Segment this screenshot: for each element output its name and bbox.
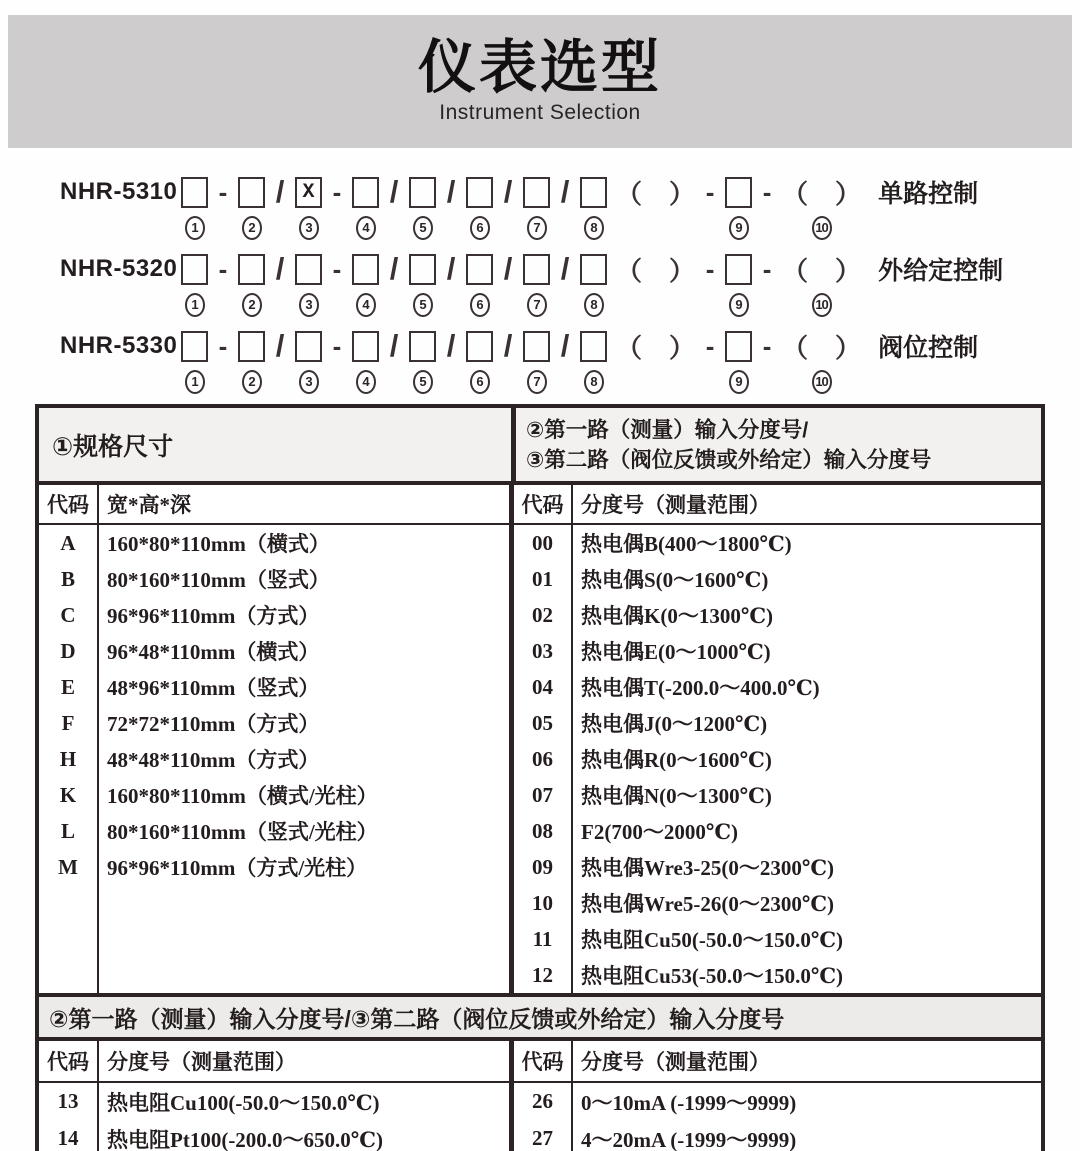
input-row-code: 01 [532, 566, 553, 591]
size-desc-column [97, 525, 509, 993]
position-circle-9: 9 [729, 293, 749, 317]
slash-separator: / [560, 251, 570, 286]
column-header-division: 分度号（测量范围） [571, 485, 1041, 523]
separator [559, 173, 571, 241]
code-slot-6 [466, 173, 493, 241]
position-circle-7: 7 [527, 370, 547, 394]
paren-group [616, 250, 695, 318]
column-header-code: 代码 [509, 1041, 571, 1081]
code-slot-2 [238, 173, 265, 241]
input-row-code: 02 [532, 602, 553, 627]
size-row-desc: 80*160*110mm（竖式/光柱） [107, 820, 378, 844]
open-paren: （ [782, 332, 809, 363]
control-type-label: 阀位控制 [878, 334, 979, 362]
control-type-unit [870, 173, 978, 241]
paren-group [616, 173, 695, 241]
input-row-desc: 热电阻Cu50(-50.0～150.0℃) [581, 928, 843, 952]
code-box-1 [181, 331, 208, 362]
input-row-desc: 热电偶S(0～1600℃) [581, 568, 769, 592]
input-row-code: 10 [532, 890, 553, 915]
separator [502, 173, 514, 241]
position-circle-3: 3 [299, 216, 319, 240]
code-slot-7 [523, 327, 550, 395]
position-circle-10: 10 [812, 216, 832, 240]
code-box-5 [409, 331, 436, 362]
close-paren: ） [835, 332, 862, 363]
position-circle-2: 2 [242, 216, 262, 240]
position-circle-3: 3 [299, 370, 319, 394]
dash-separator: - [218, 176, 228, 207]
input-row-code: 04 [532, 674, 553, 699]
table-body [39, 525, 1041, 993]
separator [559, 327, 571, 395]
table-subheader-row [39, 485, 1041, 525]
slash-separator: / [503, 174, 513, 209]
separator [331, 173, 343, 241]
code-slot-5 [409, 250, 436, 318]
input-row-code: 11 [532, 926, 553, 951]
open-paren: （ [616, 332, 643, 363]
input-row-code: 06 [532, 746, 553, 771]
separator [388, 327, 400, 395]
position-circle-8: 8 [584, 216, 604, 240]
paren-group [782, 250, 861, 318]
table2-subheader-row [39, 1041, 1041, 1083]
row-code: 14 [57, 1126, 79, 1150]
code-box-1 [181, 177, 208, 208]
input-row-desc: 热电偶B(400～1800℃) [581, 532, 792, 556]
separator [274, 327, 286, 395]
separator [274, 250, 286, 318]
code-box-8 [580, 177, 607, 208]
position-circle-5: 5 [413, 293, 433, 317]
page-subtitle: Instrument Selection [439, 101, 641, 125]
selection-table [35, 404, 1045, 1151]
model-code-section [60, 173, 1080, 395]
code-slot-2 [238, 250, 265, 318]
code-slot-4 [352, 327, 379, 395]
input-row-desc: F2(700～2000℃) [581, 820, 738, 844]
table-header-row [39, 408, 1041, 485]
slash-separator: / [446, 328, 456, 363]
code-box-6 [466, 177, 493, 208]
separator [217, 327, 229, 395]
column-header-code: 代码 [509, 485, 571, 523]
position-circle-7: 7 [527, 216, 547, 240]
position-circle-9: 9 [729, 370, 749, 394]
code-slot-9 [725, 173, 752, 241]
code-box-7 [523, 254, 550, 285]
paren-group [782, 173, 861, 241]
model-number: NHR-5310 [60, 178, 178, 205]
model-number: NHR-5330 [60, 332, 178, 359]
input-row-desc: 热电偶R(0～1600℃) [581, 748, 772, 772]
dash-separator: - [218, 330, 228, 361]
separator [559, 250, 571, 318]
position-circle-4: 4 [356, 216, 376, 240]
input-row-code: 09 [532, 854, 553, 879]
dash-separator: - [762, 253, 772, 284]
code-box-3 [295, 254, 322, 285]
code-slot-7 [523, 250, 550, 318]
size-row-code: H [59, 746, 77, 771]
size-row-code: C [60, 602, 76, 627]
code-slot-3 [295, 173, 322, 241]
input-row-desc: 热电偶Wre5-26(0～2300℃) [581, 892, 835, 916]
code-slot-6 [466, 250, 493, 318]
code-slot-3 [295, 250, 322, 318]
code-box-9 [725, 254, 752, 285]
code-slot-5 [409, 173, 436, 241]
row-desc: 热电阻Cu100(-50.0～150.0℃) [107, 1090, 380, 1115]
slash-separator: / [446, 174, 456, 209]
input-row-code: 00 [532, 530, 553, 555]
input-row-desc: 热电偶T(-200.0～400.0℃) [581, 676, 820, 700]
position-circle-8: 8 [584, 293, 604, 317]
close-paren: ） [835, 178, 862, 209]
open-paren: （ [782, 178, 809, 209]
code-box-3: X [295, 177, 322, 208]
separator [217, 250, 229, 318]
model-number-unit [60, 250, 178, 318]
input-row-code: 12 [532, 962, 553, 987]
model-number: NHR-5320 [60, 255, 178, 282]
left-desc-column [97, 1083, 509, 1151]
dash-separator: - [332, 176, 342, 207]
dash-separator: - [332, 330, 342, 361]
position-circle-6: 6 [470, 370, 490, 394]
size-row-code: A [60, 530, 76, 555]
separator [704, 250, 716, 318]
code-slot-1 [181, 173, 208, 241]
open-paren: （ [616, 255, 643, 286]
control-type-label: 单路控制 [878, 180, 979, 208]
slash-separator: / [275, 251, 285, 286]
code-slot-8 [580, 250, 607, 318]
input-row-code: 07 [532, 782, 553, 807]
code-slot-1 [181, 250, 208, 318]
code-slot-3 [295, 327, 322, 395]
size-row-code: D [60, 638, 76, 663]
code-slot-1 [181, 327, 208, 395]
position-circle-10: 10 [812, 370, 832, 394]
code-box-2 [238, 254, 265, 285]
open-paren: （ [782, 255, 809, 286]
code-box-4 [352, 254, 379, 285]
size-row-code: B [60, 566, 75, 591]
code-slot-4 [352, 250, 379, 318]
position-circle-3: 3 [299, 293, 319, 317]
input-row-desc: 热电偶J(0～1200℃) [581, 712, 768, 736]
model-code-line [60, 327, 1080, 395]
input-row-code: 03 [532, 638, 553, 663]
code-box-5 [409, 254, 436, 285]
slash-separator: / [560, 328, 570, 363]
code-box-9 [725, 177, 752, 208]
position-circle-2: 2 [242, 370, 262, 394]
row-desc: 热电阻Pt100(-200.0～650.0℃) [107, 1127, 383, 1151]
position-circle-1: 1 [185, 216, 205, 240]
separator [761, 173, 773, 241]
row-code: 13 [57, 1089, 79, 1113]
input-code-column [509, 525, 571, 993]
position-circle-4: 4 [356, 293, 376, 317]
position-circle-1: 1 [185, 370, 205, 394]
position-circle-6: 6 [470, 293, 490, 317]
column-header-code: 代码 [47, 1050, 89, 1074]
code-slot-5 [409, 327, 436, 395]
page-title: 仪表选型 [417, 34, 662, 100]
input-row-desc: 热电偶K(0～1300℃) [581, 604, 773, 628]
position-circle-5: 5 [413, 216, 433, 240]
row-desc: 0～10mA (-1999～9999) [581, 1090, 797, 1115]
right-desc-column [571, 1083, 1041, 1151]
size-row-code: F [61, 710, 75, 735]
separator [217, 173, 229, 241]
code-slot-9 [725, 250, 752, 318]
size-row-code: E [60, 674, 75, 699]
separator [502, 327, 514, 395]
paren-group [782, 327, 861, 395]
separator [445, 327, 457, 395]
slash-separator: / [446, 251, 456, 286]
model-number-unit [60, 327, 178, 395]
control-type-unit [870, 250, 1003, 318]
slash-separator: / [275, 328, 285, 363]
dash-separator: - [705, 253, 715, 284]
paren-group [616, 327, 695, 395]
size-row-desc: 96*48*110mm（横式） [107, 640, 320, 664]
dash-separator: - [705, 330, 715, 361]
dash-separator: - [762, 330, 772, 361]
code-box-4 [352, 177, 379, 208]
position-circle-7: 7 [527, 293, 547, 317]
slash-separator: / [389, 174, 399, 209]
size-row-desc: 96*96*110mm（方式） [107, 604, 320, 628]
position-circle-8: 8 [584, 370, 604, 394]
size-code-column [39, 525, 97, 993]
input-row-desc: 热电偶E(0～1000℃) [581, 640, 771, 664]
code-slot-7 [523, 173, 550, 241]
separator [704, 327, 716, 395]
control-type-unit [870, 327, 978, 395]
code-box-8 [580, 331, 607, 362]
slash-separator: / [503, 328, 513, 363]
code-box-4 [352, 331, 379, 362]
header-input-line2: ③第二路（阀位反馈或外给定）输入分度号 [526, 447, 932, 472]
code-box-5 [409, 177, 436, 208]
size-row-desc: 48*96*110mm（竖式） [107, 676, 320, 700]
row-code: 27 [532, 1126, 553, 1150]
title-banner [8, 15, 1072, 148]
input-row-code: 05 [532, 710, 553, 735]
position-circle-9: 9 [729, 216, 749, 240]
position-circle-4: 4 [356, 370, 376, 394]
size-row-desc: 80*160*110mm（竖式） [107, 568, 330, 592]
row-desc: 4～20mA (-1999～9999) [581, 1127, 797, 1151]
code-slot-8 [580, 173, 607, 241]
column-header-dimensions: 宽*高*深 [97, 485, 509, 523]
close-paren: ） [669, 332, 696, 363]
input-desc-column [571, 525, 1041, 993]
column-header-code: 代码 [47, 493, 89, 517]
size-row-desc: 96*96*110mm（方式/光柱） [107, 856, 368, 880]
separator [704, 173, 716, 241]
left-code-column [39, 1083, 97, 1151]
model-number-unit [60, 173, 178, 241]
slash-separator: / [275, 174, 285, 209]
close-paren: ） [669, 178, 696, 209]
model-code-line [60, 250, 1080, 318]
control-type-label: 外给定控制 [878, 257, 1004, 285]
code-slot-4 [352, 173, 379, 241]
column-header-division: 分度号（测量范围） [571, 1041, 1041, 1081]
size-row-desc: 160*80*110mm（横式/光柱） [107, 784, 378, 808]
code-box-3 [295, 331, 322, 362]
size-row-code: L [60, 818, 75, 843]
right-code-column [509, 1083, 571, 1151]
header-input-line1: ②第一路（测量）输入分度号/ [526, 417, 809, 442]
dash-separator: - [332, 253, 342, 284]
separator [445, 173, 457, 241]
code-box-2 [238, 331, 265, 362]
position-circle-5: 5 [413, 370, 433, 394]
header-input-division [511, 408, 1041, 481]
code-box-1 [181, 254, 208, 285]
code-box-2 [238, 177, 265, 208]
position-circle-10: 10 [812, 293, 832, 317]
code-box-7 [523, 177, 550, 208]
code-box-6 [466, 254, 493, 285]
size-row-desc: 48*48*110mm（方式） [107, 748, 320, 772]
size-row-desc: 160*80*110mm（横式） [107, 532, 330, 556]
size-row-code: M [58, 854, 78, 879]
section-bar-title: ②第一路（测量）输入分度号/③第二路（阀位反馈或外给定）输入分度号 [39, 993, 1041, 1041]
separator [502, 250, 514, 318]
separator [761, 327, 773, 395]
separator [274, 173, 286, 241]
dash-separator: - [705, 176, 715, 207]
slash-separator: / [389, 328, 399, 363]
code-box-8 [580, 254, 607, 285]
close-paren: ） [669, 255, 696, 286]
size-row-code: K [59, 782, 77, 807]
code-box-7 [523, 331, 550, 362]
table2-body [39, 1083, 1041, 1151]
position-circle-6: 6 [470, 216, 490, 240]
code-box-9 [725, 331, 752, 362]
separator [388, 250, 400, 318]
separator [331, 327, 343, 395]
position-circle-2: 2 [242, 293, 262, 317]
column-header-division: 分度号（测量范围） [97, 1041, 509, 1081]
code-slot-9 [725, 327, 752, 395]
separator [761, 250, 773, 318]
input-row-desc: 热电偶N(0～1300℃) [581, 784, 772, 808]
open-paren: （ [616, 178, 643, 209]
separator [388, 173, 400, 241]
dash-separator: - [762, 176, 772, 207]
separator [445, 250, 457, 318]
dash-separator: - [218, 253, 228, 284]
header-spec-size: ①规格尺寸 [52, 432, 174, 461]
input-row-desc: 热电阻Cu53(-50.0～150.0℃) [581, 964, 843, 988]
input-row-code: 08 [532, 818, 553, 843]
slash-separator: / [389, 251, 399, 286]
close-paren: ） [835, 255, 862, 286]
input-row-desc: 热电偶Wre3-25(0～2300℃) [581, 856, 835, 880]
code-box-6 [466, 331, 493, 362]
code-slot-6 [466, 327, 493, 395]
slash-separator: / [560, 174, 570, 209]
row-code: 26 [532, 1089, 553, 1113]
code-slot-8 [580, 327, 607, 395]
model-code-line [60, 173, 1080, 241]
position-circle-1: 1 [185, 293, 205, 317]
separator [331, 250, 343, 318]
size-row-desc: 72*72*110mm（方式） [107, 712, 320, 736]
code-slot-2 [238, 327, 265, 395]
slash-separator: / [503, 251, 513, 286]
